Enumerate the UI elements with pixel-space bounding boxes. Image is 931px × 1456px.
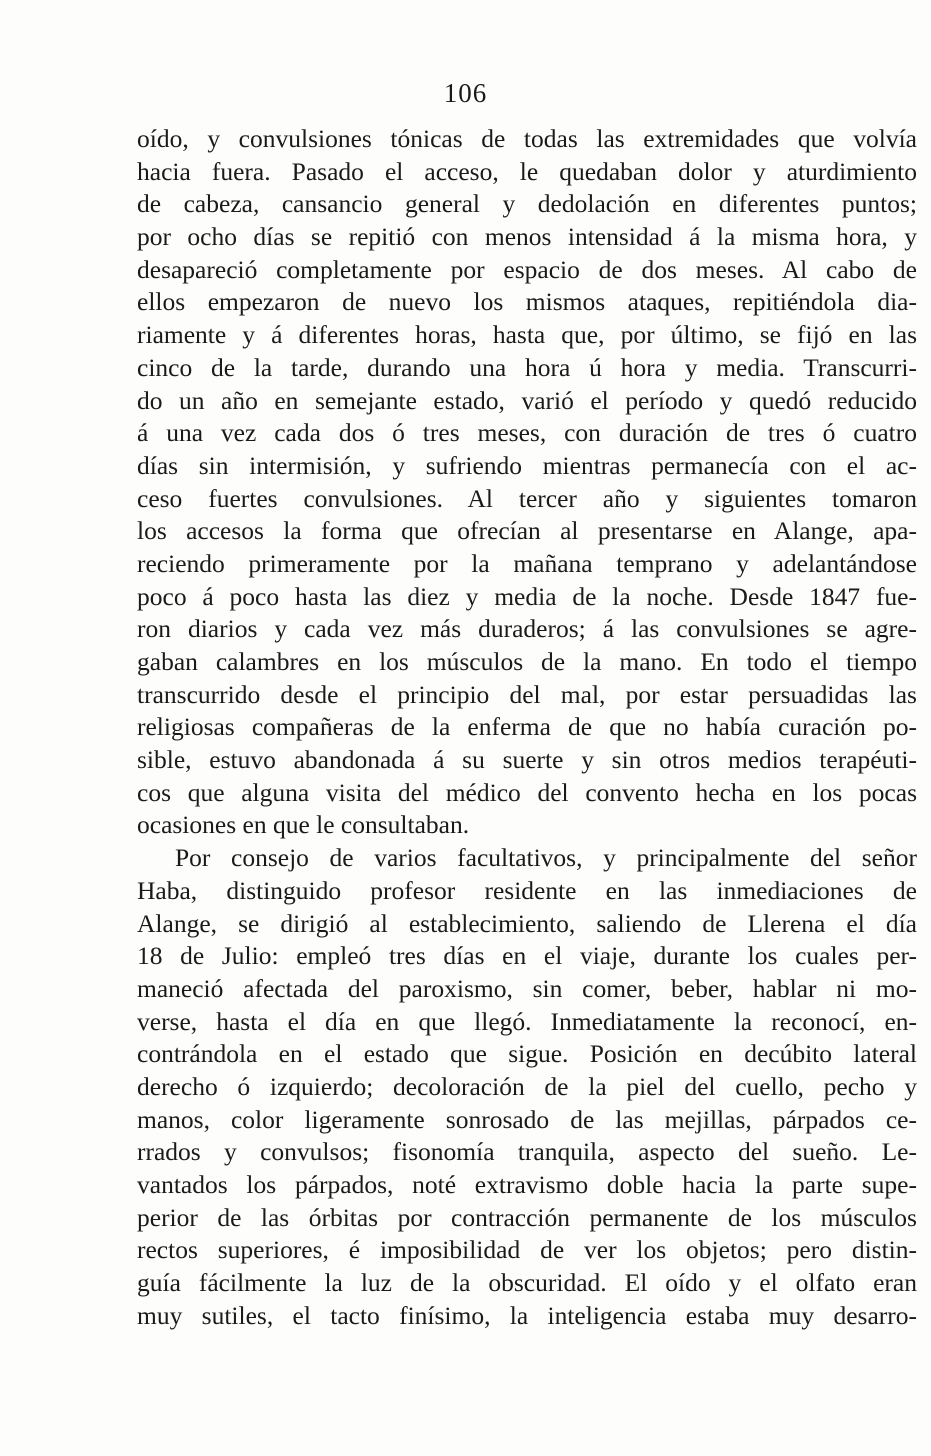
text-line: sible, estuvo abandonada á su suerte y sin otros medios terapéuti- bbox=[137, 745, 917, 775]
text-line: ocasiones en que le consultaban. bbox=[137, 810, 470, 840]
text-line: maneció afectada del paroxismo, sin comer, beber, hablar ni mo- bbox=[137, 973, 917, 1003]
text-line: hacia fuera. Pasado el acceso, le quedaban dolor y aturdimiento bbox=[137, 156, 917, 186]
text-line: muy sutiles, el tacto finísimo, la inteligencia estaba muy desarro- bbox=[137, 1300, 917, 1330]
text-line: 18 de Julio: empleó tres días en el viaje, durante los cuales per- bbox=[137, 941, 917, 971]
body-text bbox=[137, 123, 917, 1332]
text-line: ceso fuertes convulsiones. Al tercer año y siguientes tomaron bbox=[137, 483, 917, 513]
text-line: rectos superiores, é imposibilidad de ver los objetos; pero distin- bbox=[137, 1235, 917, 1265]
text-line: ellos empezaron de nuevo los mismos ataques, repitiéndola dia- bbox=[137, 287, 917, 317]
paragraph-1 bbox=[137, 123, 917, 842]
text-line: guía fácilmente la luz de la obscuridad. El oído y el olfato eran bbox=[137, 1268, 917, 1298]
text-line: do un año en semejante estado, varió el período y quedó reducido bbox=[137, 385, 917, 415]
text-line: perior de las órbitas por contracción permanente de los músculos bbox=[137, 1202, 917, 1232]
text-line: días sin intermisión, y sufriendo mientras permanecía con el ac- bbox=[137, 450, 917, 480]
text-line: cinco de la tarde, durando una hora ú hora y media. Transcurri- bbox=[137, 352, 917, 382]
text-line: transcurrido desde el principio del mal, por estar persuadidas las bbox=[137, 679, 917, 709]
paragraph-2 bbox=[137, 842, 917, 1332]
text-line: poco á poco hasta las diez y media de la noche. Desde 1847 fue- bbox=[137, 581, 917, 611]
text-line: manos, color ligeramente sonrosado de las mejillas, párpados ce- bbox=[137, 1104, 917, 1134]
text-line: Alange, se dirigió al establecimiento, saliendo de Llerena el día bbox=[137, 908, 917, 938]
text-line: de cabeza, cansancio general y dedolación en diferentes puntos; bbox=[137, 189, 917, 219]
text-line: ron diarios y cada vez más duraderos; á las convulsiones se agre- bbox=[137, 614, 917, 644]
text-line: Haba, distinguido profesor residente en las inmediaciones de bbox=[137, 875, 917, 905]
text-line: desapareció completamente por espacio de dos meses. Al cabo de bbox=[137, 254, 917, 284]
text-line: derecho ó izquierdo; decoloración de la piel del cuello, pecho y bbox=[137, 1071, 917, 1101]
text-line: Por consejo de varios facultativos, y principalmente del señor bbox=[175, 843, 917, 873]
text-line: rrados y convulsos; fisonomía tranquila, aspecto del sueño. Le- bbox=[137, 1137, 917, 1167]
page-number: 106 bbox=[443, 78, 488, 108]
text-line: contrándola en el estado que sigue. Posición en decúbito lateral bbox=[137, 1039, 917, 1069]
text-line: por ocho días se repitió con menos intensidad á la misma hora, y bbox=[137, 222, 917, 252]
text-line: reciendo primeramente por la mañana temprano y adelantándose bbox=[137, 548, 917, 578]
text-line: religiosas compañeras de la enferma de que no había curación po- bbox=[137, 712, 917, 742]
text-line: cos que alguna visita del médico del convento hecha en los pocas bbox=[137, 777, 917, 807]
text-line: oído, y convulsiones tónicas de todas las extremidades que volvía bbox=[137, 124, 917, 153]
text-line: riamente y á diferentes horas, hasta que, por último, se fijó en las bbox=[137, 320, 917, 350]
text-line: verse, hasta el día en que llegó. Inmediatamente la reconocí, en- bbox=[137, 1006, 917, 1036]
text-line: á una vez cada dos ó tres meses, con duración de tres ó cuatro bbox=[137, 418, 917, 448]
text-line: vantados los párpados, noté extravismo doble hacia la parte supe- bbox=[137, 1170, 917, 1199]
text-line: los accesos la forma que ofrecían al presentarse en Alange, apa- bbox=[137, 516, 917, 546]
text-line: gaban calambres en los músculos de la mano. En todo el tiempo bbox=[137, 647, 917, 676]
